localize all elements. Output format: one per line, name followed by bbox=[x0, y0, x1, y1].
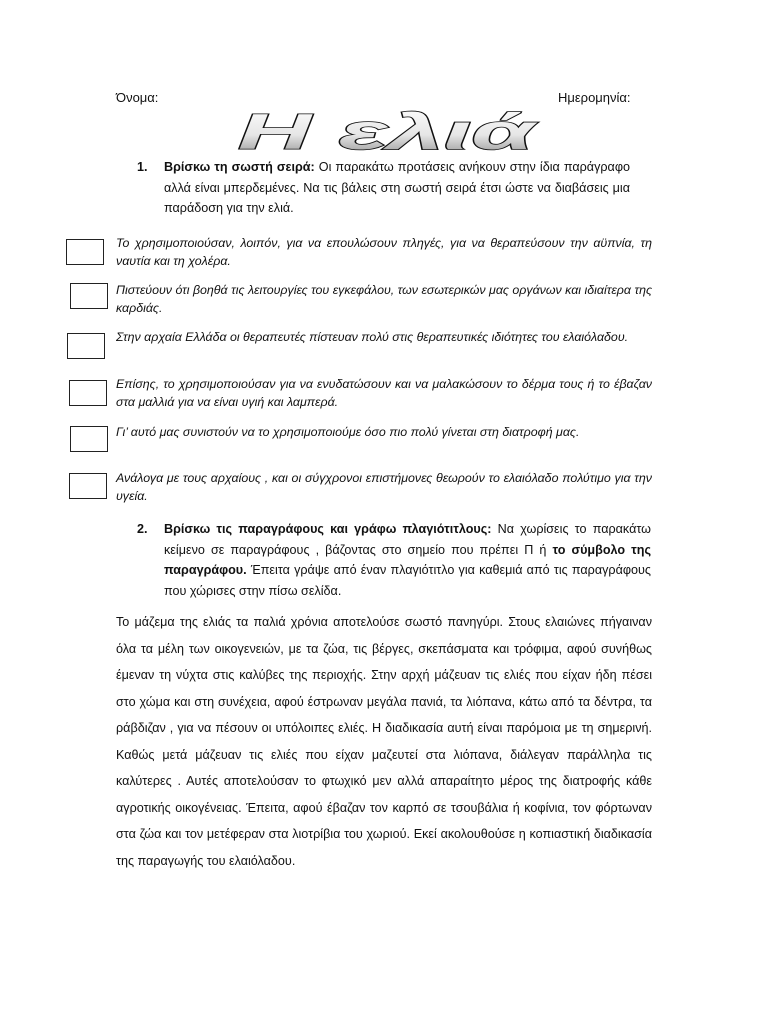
sentence-5: Γι’ αυτό μας συνιστούν να το χρησιμοποιούμε όσο πιο πολύ γίνεται στη διατροφή μας. bbox=[116, 425, 580, 439]
passage-text: Το μάζεμα της ελιάς τα παλιά χρόνια αποτελούσε σωστό πανηγύρι. Στους ελαιώνες πήγαιναν όλα τα μέλη των οικογενειών, με τα ζώα, τις βέργες, σκεπάσματα και τρόφιμα, αφού συνήθως έμεναν τη νύχτα στις καλύβες της περιοχής. Στην αρχή μάζευαν τις ελιές που είχαν ήδη πέσει στο χώμα και στη συνέχεια, αφού έστρωναν μεγάλα πανιά, τα λιόπανα, κάτω από τα δέντρα, τα ράβδιζαν , για να πέσουν οι υπόλοιπες ελιές. Η διαδικασία αυτή είναι παρόμοια με τη σημερινή. Καθώς μετά μάζευαν τις ελιές που είχαν μαζευτεί στα λιόπανα, διάλεγαν παράλληλα τις καλύτερες . Αυτές αποτελούσαν το φτωχικό μεν αλλά απαραίτητο μέρος της διατροφής κάθε αγροτικής οικογένειας. Έπειτα, αφού έβαζαν τον καρπό σε τσουβάλια ή κοφίνια, τον φόρτωναν στα ζώα και τον μετέφεραν στα λιοτρίβια του χωριού. Εκεί ακολουθούσε η κοπιαστική διαδικασία της παραγωγής του ελαιόλαδου. bbox=[116, 615, 652, 868]
page-title bbox=[228, 106, 544, 158]
sentence-2: Πιστεύουν ότι βοηθά τις λειτουργίες του εγκεφάλου, των εσωτερικών μας οργάνων και ιδιαίτερα της καρδιάς. bbox=[116, 283, 652, 315]
exercise-2-heading: Βρίσκω τις παραγράφους και γράφω πλαγιότιτλους: bbox=[164, 522, 492, 536]
exercise-1-number: 1. bbox=[137, 160, 148, 174]
exercise-1-instructions: Οι παρακάτω προτάσεις ανήκουν στην ίδια παράγραφο αλλά είναι μπερδεμένες. Να τις βάλεις στη σωστή σειρά έτσι ώστε να διαβάσεις μια παράδοση για την ελιά. bbox=[164, 160, 630, 215]
order-box-3[interactable] bbox=[67, 333, 105, 359]
sentence-3: Στην αρχαία Ελλάδα οι θεραπευτές πίστευαν πολύ στις θεραπευτικές ιδιότητες του ελαιόλαδου. bbox=[116, 330, 629, 344]
exercise-2-instructions: Να χωρίσεις το παρακάτω κείμενο σε παραγράφους , βάζοντας στο σημείο που πρέπει Π ή bbox=[164, 522, 651, 557]
order-box-6[interactable] bbox=[69, 473, 107, 499]
order-box-1[interactable] bbox=[66, 239, 104, 265]
order-box-2[interactable] bbox=[70, 283, 108, 309]
exercise-1-heading: Βρίσκω τη σωστή σειρά: bbox=[164, 160, 315, 174]
passage bbox=[116, 609, 652, 874]
order-box-4[interactable] bbox=[69, 380, 107, 406]
sentence-6: Ανάλογα με τους αρχαίους , και οι σύγχρονοι επιστήμονες θεωρούν το ελαιόλαδο πολύτιμο για την υγεία. bbox=[116, 471, 652, 503]
order-box-5[interactable] bbox=[70, 426, 108, 452]
sentence-1: Το χρησιμοποιούσαν, λοιπόν, για να επουλώσουν πληγές, για να θεραπεύσουν την αϋπνία, τη ναυτία και τη χολέρα. bbox=[116, 236, 652, 268]
exercise-2-instructions-rest: Έπειτα γράψε από έναν πλαγιότιτλο για καθεμιά από τις παραγράφους που χώρισες στην πίσω σελίδα. bbox=[164, 563, 651, 598]
exercise-1 bbox=[137, 157, 630, 219]
sentence-4: Επίσης, το χρησιμοποιούσαν για να ενυδατώσουν και να μαλακώσουν το δέρμα τους ή το έβαζαν στα μαλλιά για να είναι υγιή και λαμπερά. bbox=[116, 377, 652, 409]
exercise-2-instructions-bold: το σύμβολο της παραγράφου. bbox=[164, 542, 651, 577]
exercise-2-number: 2. bbox=[137, 522, 148, 536]
title-text: Η ελιά bbox=[238, 106, 539, 158]
name-label: Όνομα: bbox=[116, 90, 159, 105]
date-label: Ημερομηνία: bbox=[558, 90, 631, 105]
exercise-2 bbox=[137, 519, 651, 601]
